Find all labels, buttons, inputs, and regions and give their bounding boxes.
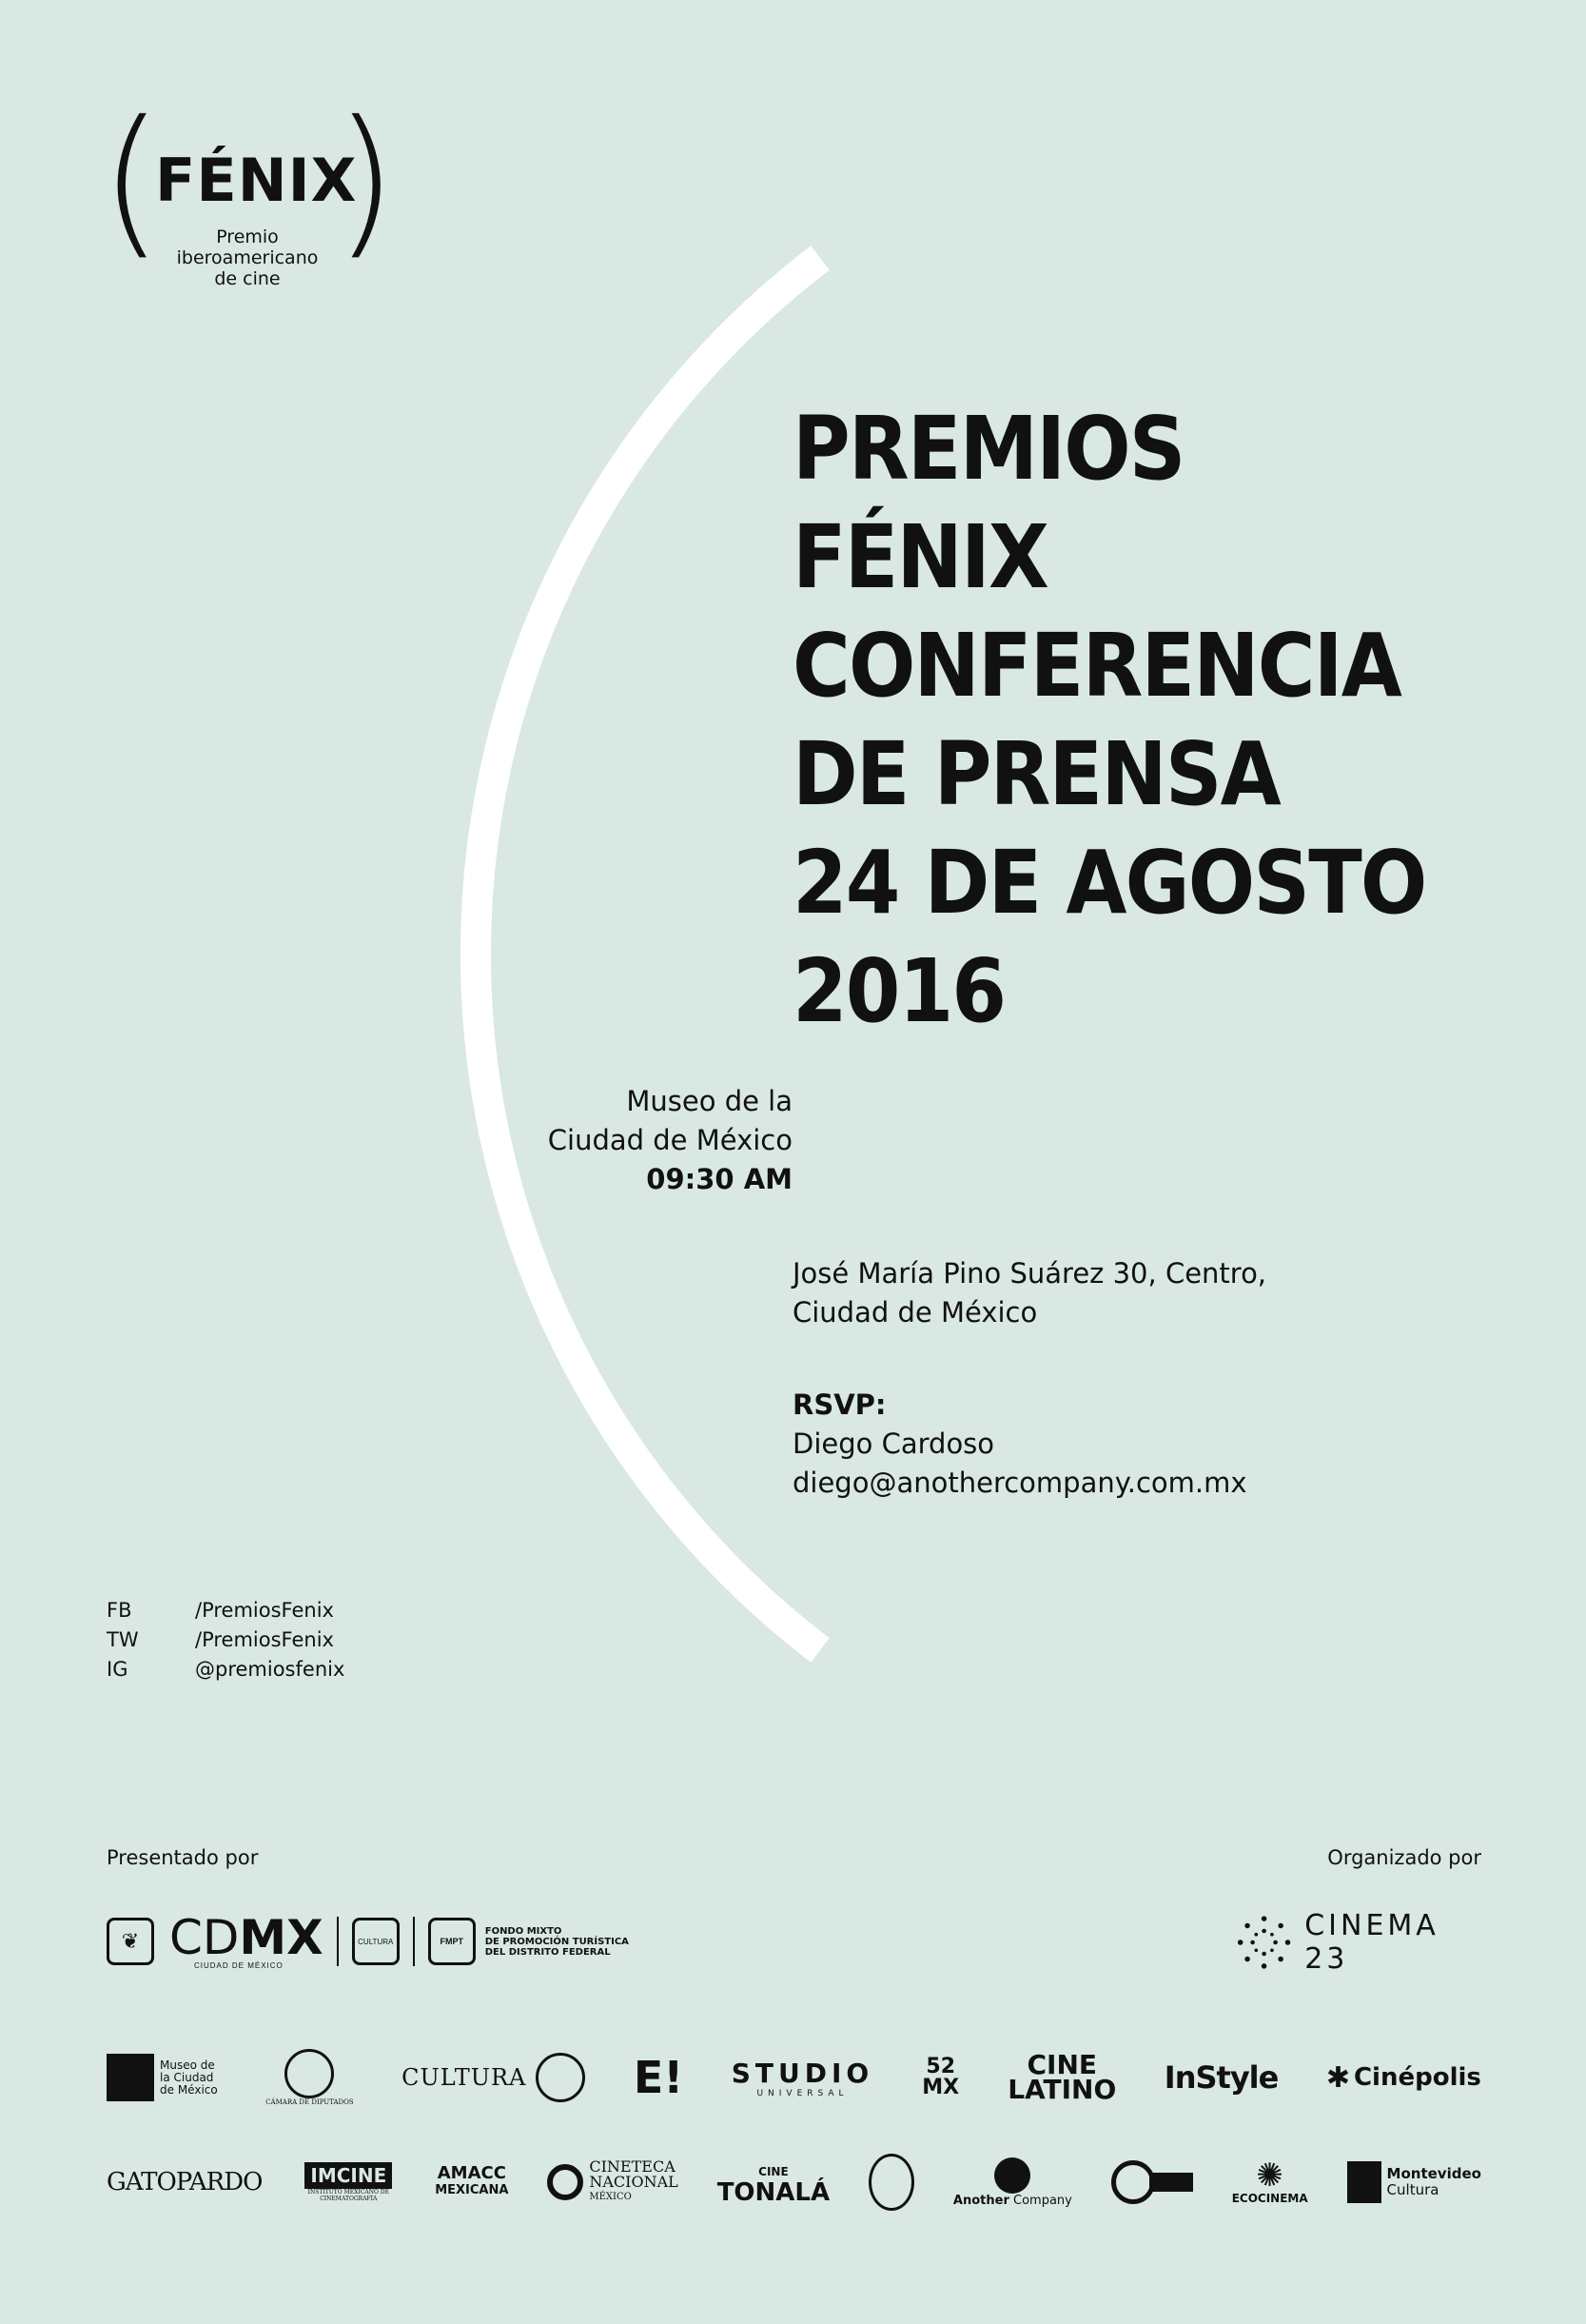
social-network: IG xyxy=(107,1658,128,1681)
sponsor-logos-row-2 xyxy=(107,2149,1481,2216)
organized-by-label: Organizado por xyxy=(1327,1846,1481,1869)
presenter-logos xyxy=(107,1909,629,1970)
film-reel-logo xyxy=(1111,2160,1193,2204)
fondo-mixto-text: FONDO MIXTO DE PROMOCIÓN TURÍSTICA DEL DISTRITO FEDERAL xyxy=(484,1925,629,1958)
social-network: FB xyxy=(107,1599,132,1622)
title-line: DE PRENSA xyxy=(793,723,1280,825)
title-line: PREMIOS xyxy=(793,398,1185,500)
cinepolis-logo: ✱ Cinépolis xyxy=(1325,2060,1481,2095)
museo-ciudad-logo: Museo de la Ciudad de México xyxy=(107,2054,218,2101)
cinema23-logo xyxy=(1237,1909,1481,1976)
cine-tonala-logo: CINE TONALÁ xyxy=(716,2165,831,2207)
event-title xyxy=(793,395,1478,1046)
venue-line: Ciudad de México xyxy=(547,1124,793,1156)
logo-divider xyxy=(413,1917,415,1966)
canal-52-logo: 52 MX xyxy=(922,2055,960,2099)
another-dot-icon xyxy=(994,2157,1030,2194)
ecocinema-logo: ✺ ECOCINEMA xyxy=(1231,2157,1308,2205)
venue-line: Museo de la xyxy=(626,1085,793,1117)
mexico-seal-icon xyxy=(536,2053,585,2102)
sponsor-logos-row-1 xyxy=(107,2044,1481,2111)
address-line: Ciudad de México xyxy=(793,1296,1038,1329)
ecocinema-sun-icon: ✺ xyxy=(1256,2157,1283,2195)
rsvp-block xyxy=(793,1386,1459,1503)
logo-name: FÉNIX xyxy=(155,146,358,215)
address-block xyxy=(793,1254,1459,1332)
social-network: TW xyxy=(107,1628,139,1651)
studio-universal-logo: STUDIO UNIVERSAL xyxy=(731,2057,874,2098)
amacc-logo: AMACC MEXICANA xyxy=(435,2163,509,2197)
fenix-logo xyxy=(100,87,398,290)
fmpt-logo: FMPT xyxy=(428,1918,476,1965)
logo-subtitle: Premio iberoamericano de cine xyxy=(176,226,319,289)
cinelatino-logo: CINE LATINO xyxy=(1008,2049,1117,2105)
camara-diputados-logo: CÁMARA DE DIPUTADOS xyxy=(265,2049,353,2106)
cdmx-logo: CDMX CIUDAD DE MÉXICO xyxy=(169,1909,323,1970)
cineteca-logo: CINETECA NACIONAL MÉXICO xyxy=(547,2159,677,2205)
seal-icon xyxy=(869,2154,914,2211)
montevideo-emblem-icon xyxy=(1347,2161,1381,2203)
social-row xyxy=(107,1625,344,1655)
cineteca-c-icon xyxy=(547,2164,583,2200)
title-line: 24 DE AGOSTO xyxy=(793,832,1426,934)
title-line: CONFERENCIA xyxy=(793,615,1401,717)
cultura-logo: CULTURA xyxy=(352,1918,400,1965)
rsvp-name: Diego Cardoso xyxy=(793,1428,995,1460)
museo-emblem-icon xyxy=(107,2054,154,2101)
instyle-logo: InStyle xyxy=(1164,2059,1279,2096)
event-time: 09:30 AM xyxy=(646,1163,793,1195)
title-line: 2016 xyxy=(793,940,1006,1042)
another-company-logo: Another Company xyxy=(953,2157,1072,2208)
social-links xyxy=(107,1596,344,1684)
cinema23-dots-icon xyxy=(1237,1913,1291,1972)
social-row xyxy=(107,1655,344,1684)
tribunal-seal-logo xyxy=(869,2154,914,2211)
social-handle[interactable]: /PremiosFenix xyxy=(195,1628,334,1651)
logo-divider xyxy=(337,1917,339,1966)
venue-block xyxy=(412,1082,793,1199)
montevideo-cultura-logo: Montevideo Cultura xyxy=(1347,2161,1481,2203)
social-handle[interactable]: /PremiosFenix xyxy=(195,1599,334,1622)
cultura-logo: CULTURA xyxy=(401,2053,585,2102)
social-handle[interactable]: @premiosfenix xyxy=(195,1658,345,1681)
presented-by-label: Presentado por xyxy=(107,1846,259,1869)
rsvp-email[interactable]: diego@anothercompany.com.mx xyxy=(793,1467,1247,1499)
gatopardo-logo: GATOPARDO xyxy=(107,2168,263,2196)
eagle-seal-icon xyxy=(284,2049,334,2098)
e-entertainment-logo: E! xyxy=(633,2052,684,2103)
logo-left-parenthesis: ( xyxy=(100,87,164,275)
cinema23-name: CINEMA 23 xyxy=(1304,1909,1439,1976)
imcine-logo: IMCINE INSTITUTO MEXICANO DE CINEMATOGRAFÍA xyxy=(301,2162,396,2202)
address-line: José María Pino Suárez 30, Centro, xyxy=(793,1257,1267,1290)
film-strip-icon xyxy=(1149,2173,1193,2192)
social-row xyxy=(107,1596,344,1625)
cdmx-emblem-icon: ❦ xyxy=(107,1918,154,1965)
rsvp-label: RSVP: xyxy=(793,1388,887,1421)
logo-right-parenthesis: ) xyxy=(334,87,398,275)
title-line: FÉNIX xyxy=(793,506,1048,608)
cinepolis-star-icon: ✱ xyxy=(1325,2060,1350,2095)
